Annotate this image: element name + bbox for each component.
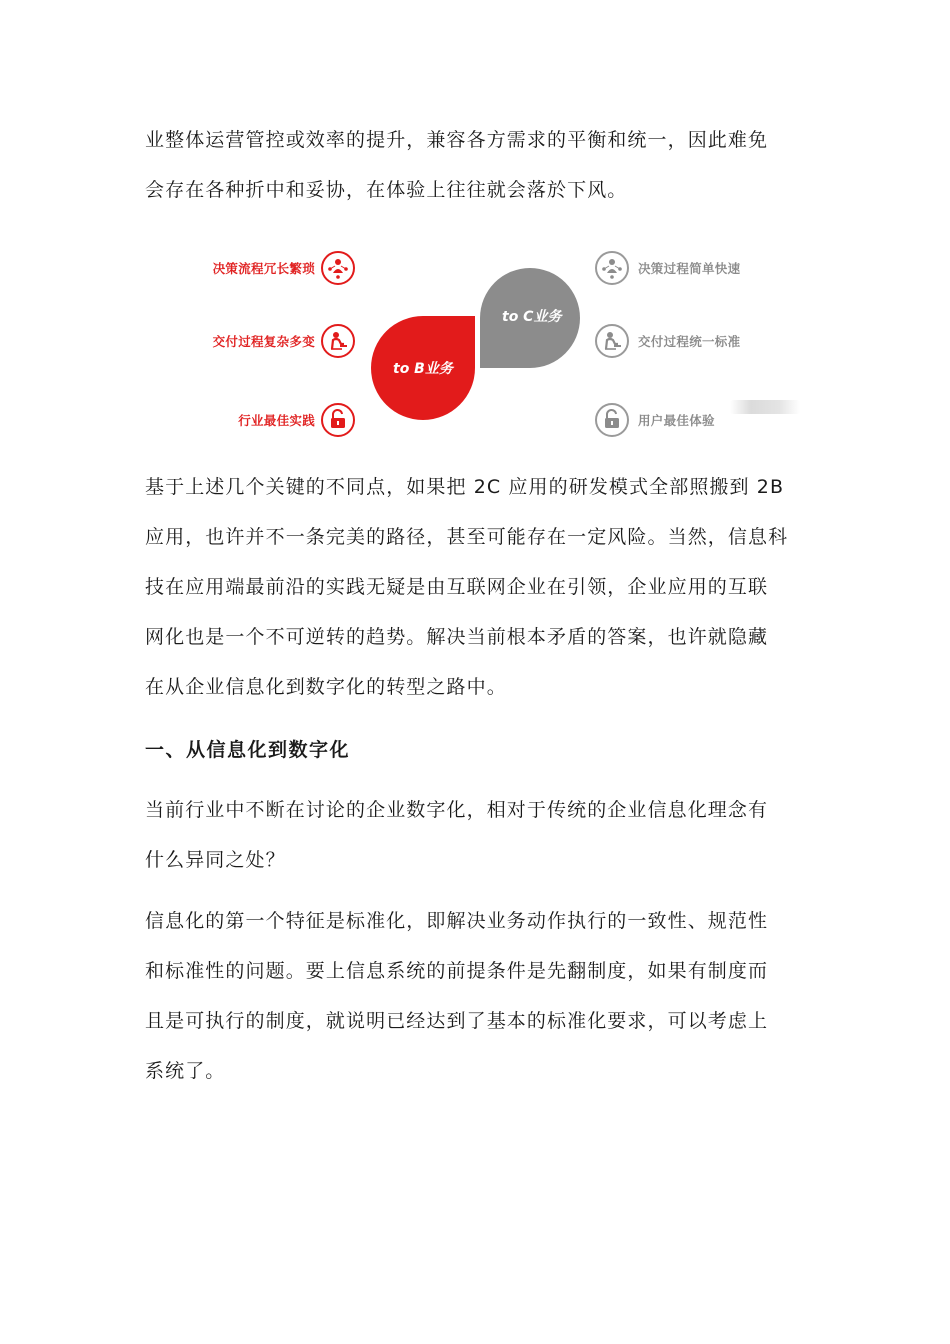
toc-title: to C业务 — [502, 309, 562, 325]
paragraph-line: 基于上述几个关键的不同点，如果把 2C 应用的研发模式全部照搬到 2B — [145, 476, 785, 498]
paragraph-line: 技在应用端最前沿的实践无疑是由互联网企业在引领，企业应用的互联 — [145, 576, 769, 598]
tob-toc-comparison-diagram — [200, 238, 810, 448]
body-paragraph — [145, 785, 785, 885]
tob-item-label: 行业最佳实践 — [238, 413, 315, 428]
paragraph-line: 且是可执行的制度，就说明已经达到了基本的标准化要求，可以考虑上 — [145, 1010, 769, 1032]
lock-open-icon — [321, 403, 355, 437]
toc-item-label: 用户最佳体验 — [638, 413, 715, 428]
paragraph-line: 会存在各种折中和妥协，在体验上往往就会落於下风。 — [145, 179, 628, 201]
tob-title: to B业务 — [393, 361, 453, 377]
paragraph-line: 系统了。 — [145, 1060, 226, 1082]
paragraph-line: 信息化的第一个特征是标准化，即解决业务动作执行的一致性、规范性 — [145, 910, 769, 932]
tob-item-label: 交付过程复杂多变 — [212, 334, 315, 349]
intro-paragraph — [145, 115, 785, 215]
people-network-icon — [595, 251, 629, 285]
section-heading: 一、从信息化到数字化 — [145, 739, 351, 761]
paragraph-line: 业整体运营管控或效率的提升，兼容各方需求的平衡和统一，因此难免 — [145, 129, 769, 151]
body-paragraph — [145, 462, 789, 712]
body-paragraph — [145, 896, 785, 1096]
paragraph-line: 和标准性的问题。要上信息系统的前提条件是先翻制度，如果有制度而 — [145, 960, 769, 982]
paragraph-line: 网化也是一个不可逆转的趋势。解决当前根本矛盾的答案，也许就隐藏 — [145, 626, 769, 648]
toc-item-label: 交付过程统一标准 — [638, 334, 741, 349]
watermark-blur — [730, 400, 800, 414]
tob-item-label: 决策流程冗长繁琐 — [212, 261, 315, 276]
people-network-icon — [321, 251, 355, 285]
person-desk-icon — [321, 324, 355, 358]
toc-item-label: 决策过程简单快速 — [638, 261, 741, 276]
paragraph-line: 当前行业中不断在讨论的企业数字化，相对于传统的企业信息化理念有 — [145, 799, 769, 821]
paragraph-line: 应用，也许并不一条完美的路径，甚至可能存在一定风险。当然，信息科 — [145, 526, 789, 548]
paragraph-line: 在从企业信息化到数字化的转型之路中。 — [145, 676, 507, 698]
person-desk-icon — [595, 324, 629, 358]
paragraph-line: 什么异同之处？ — [145, 849, 286, 871]
lock-open-icon — [595, 403, 629, 437]
